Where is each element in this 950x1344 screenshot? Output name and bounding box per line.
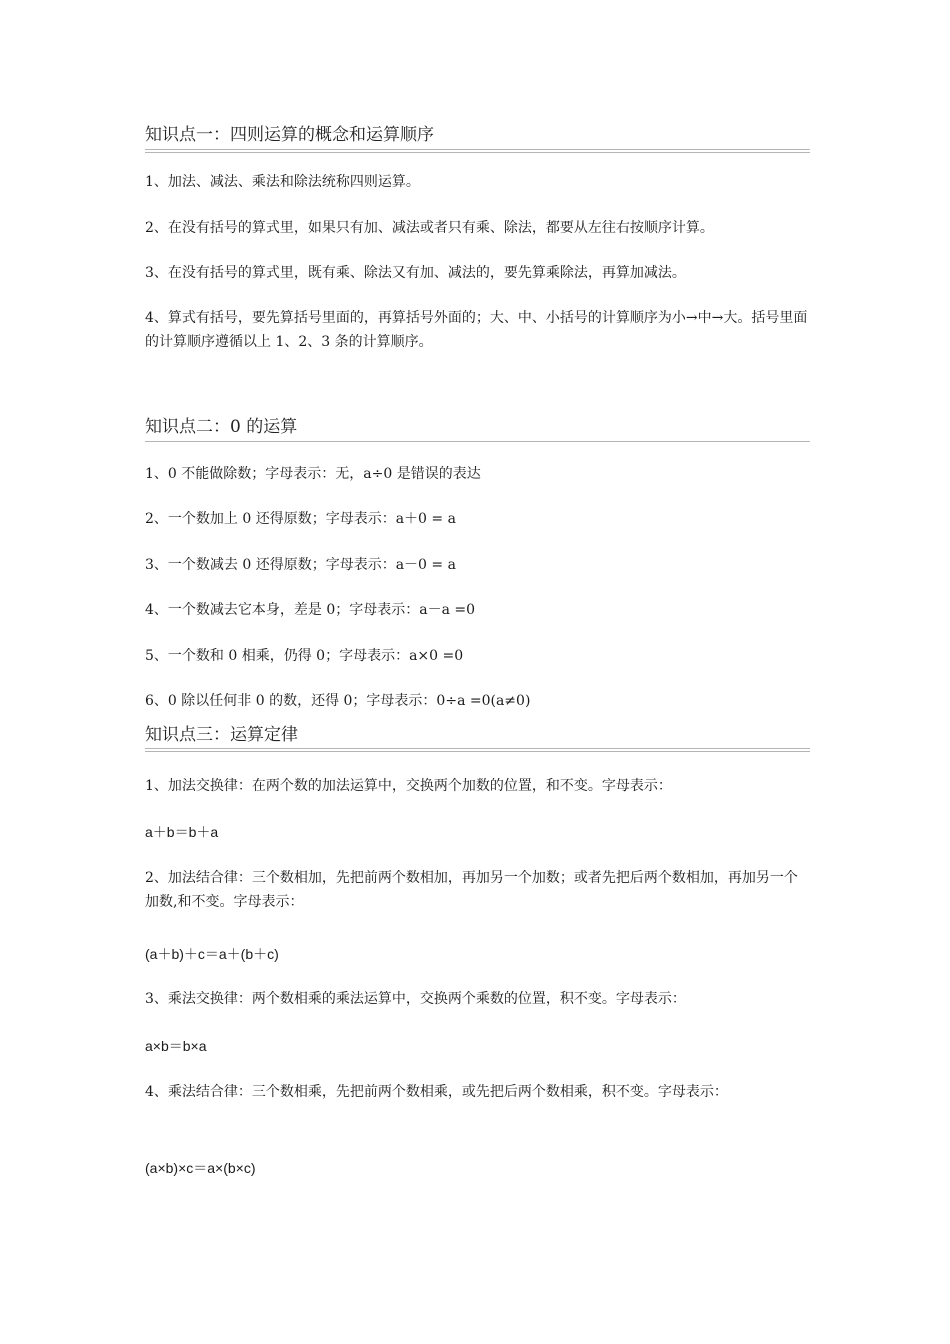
list-item: 2、一个数加上 0 还得原数；字母表示：a＋0 = a bbox=[145, 511, 456, 527]
list-item: 6、0 除以任何非 0 的数，还得 0；字母表示：0÷a =0(a≠0) bbox=[145, 693, 531, 709]
list-item: 3、在没有括号的算式里，既有乘、除法又有加、减法的，要先算乘除法，再算加减法。 bbox=[145, 265, 686, 281]
list-item: 3、一个数减去 0 还得原数；字母表示：a－0 = a bbox=[145, 557, 456, 573]
section-heading-2: 知识点二：0 的运算 bbox=[145, 417, 298, 437]
list-item: 4、一个数减去它本身，差是 0；字母表示：a－a =0 bbox=[145, 602, 476, 618]
section-heading-1: 知识点一：四则运算的概念和运算顺序 bbox=[145, 125, 434, 145]
section-divider-1 bbox=[145, 149, 810, 153]
list-item: 1、0 不能做除数；字母表示：无，a÷0 是错误的表达 bbox=[145, 466, 481, 482]
list-item: 1、加法、减法、乘法和除法统称四则运算。 bbox=[145, 174, 420, 190]
formula: (a×b)×c＝a×(b×c) bbox=[145, 1160, 256, 1176]
section-divider-2 bbox=[145, 441, 810, 442]
section-divider-3 bbox=[145, 748, 810, 752]
list-item: 3、乘法交换律：两个数相乘的乘法运算中，交换两个乘数的位置，积不变。字母表示： bbox=[145, 991, 686, 1007]
list-item: 1、加法交换律：在两个数的加法运算中，交换两个加数的位置，和不变。字母表示： bbox=[145, 778, 672, 794]
list-item: 2、在没有括号的算式里，如果只有加、减法或者只有乘、除法，都要从左往右按顺序计算。 bbox=[145, 220, 714, 236]
list-item: 4、乘法结合律：三个数相乘，先把前两个数相乘，或先把后两个数相乘，积不变。字母表示： bbox=[145, 1084, 728, 1100]
section-heading-3: 知识点三：运算定律 bbox=[145, 725, 298, 745]
formula: a＋b＝b＋a bbox=[145, 824, 219, 840]
list-item: 5、一个数和 0 相乘，仍得 0；字母表示：a×0 =0 bbox=[145, 648, 464, 664]
list-item: 4、算式有括号，要先算括号里面的，再算括号外面的；大、中、小括号的计算顺序为小→中→大。括号里面的计算顺序遵循以上 1、2、3 条的计算顺序。 bbox=[145, 310, 808, 350]
list-item: 2、加法结合律：三个数相加，先把前两个数相加，再加另一个加数；或者先把后两个数相加，再加另一个加数,和不变。字母表示： bbox=[145, 870, 798, 910]
formula: a×b＝b×a bbox=[145, 1038, 207, 1054]
formula: (a＋b)＋c＝a＋(b＋c) bbox=[145, 946, 279, 962]
